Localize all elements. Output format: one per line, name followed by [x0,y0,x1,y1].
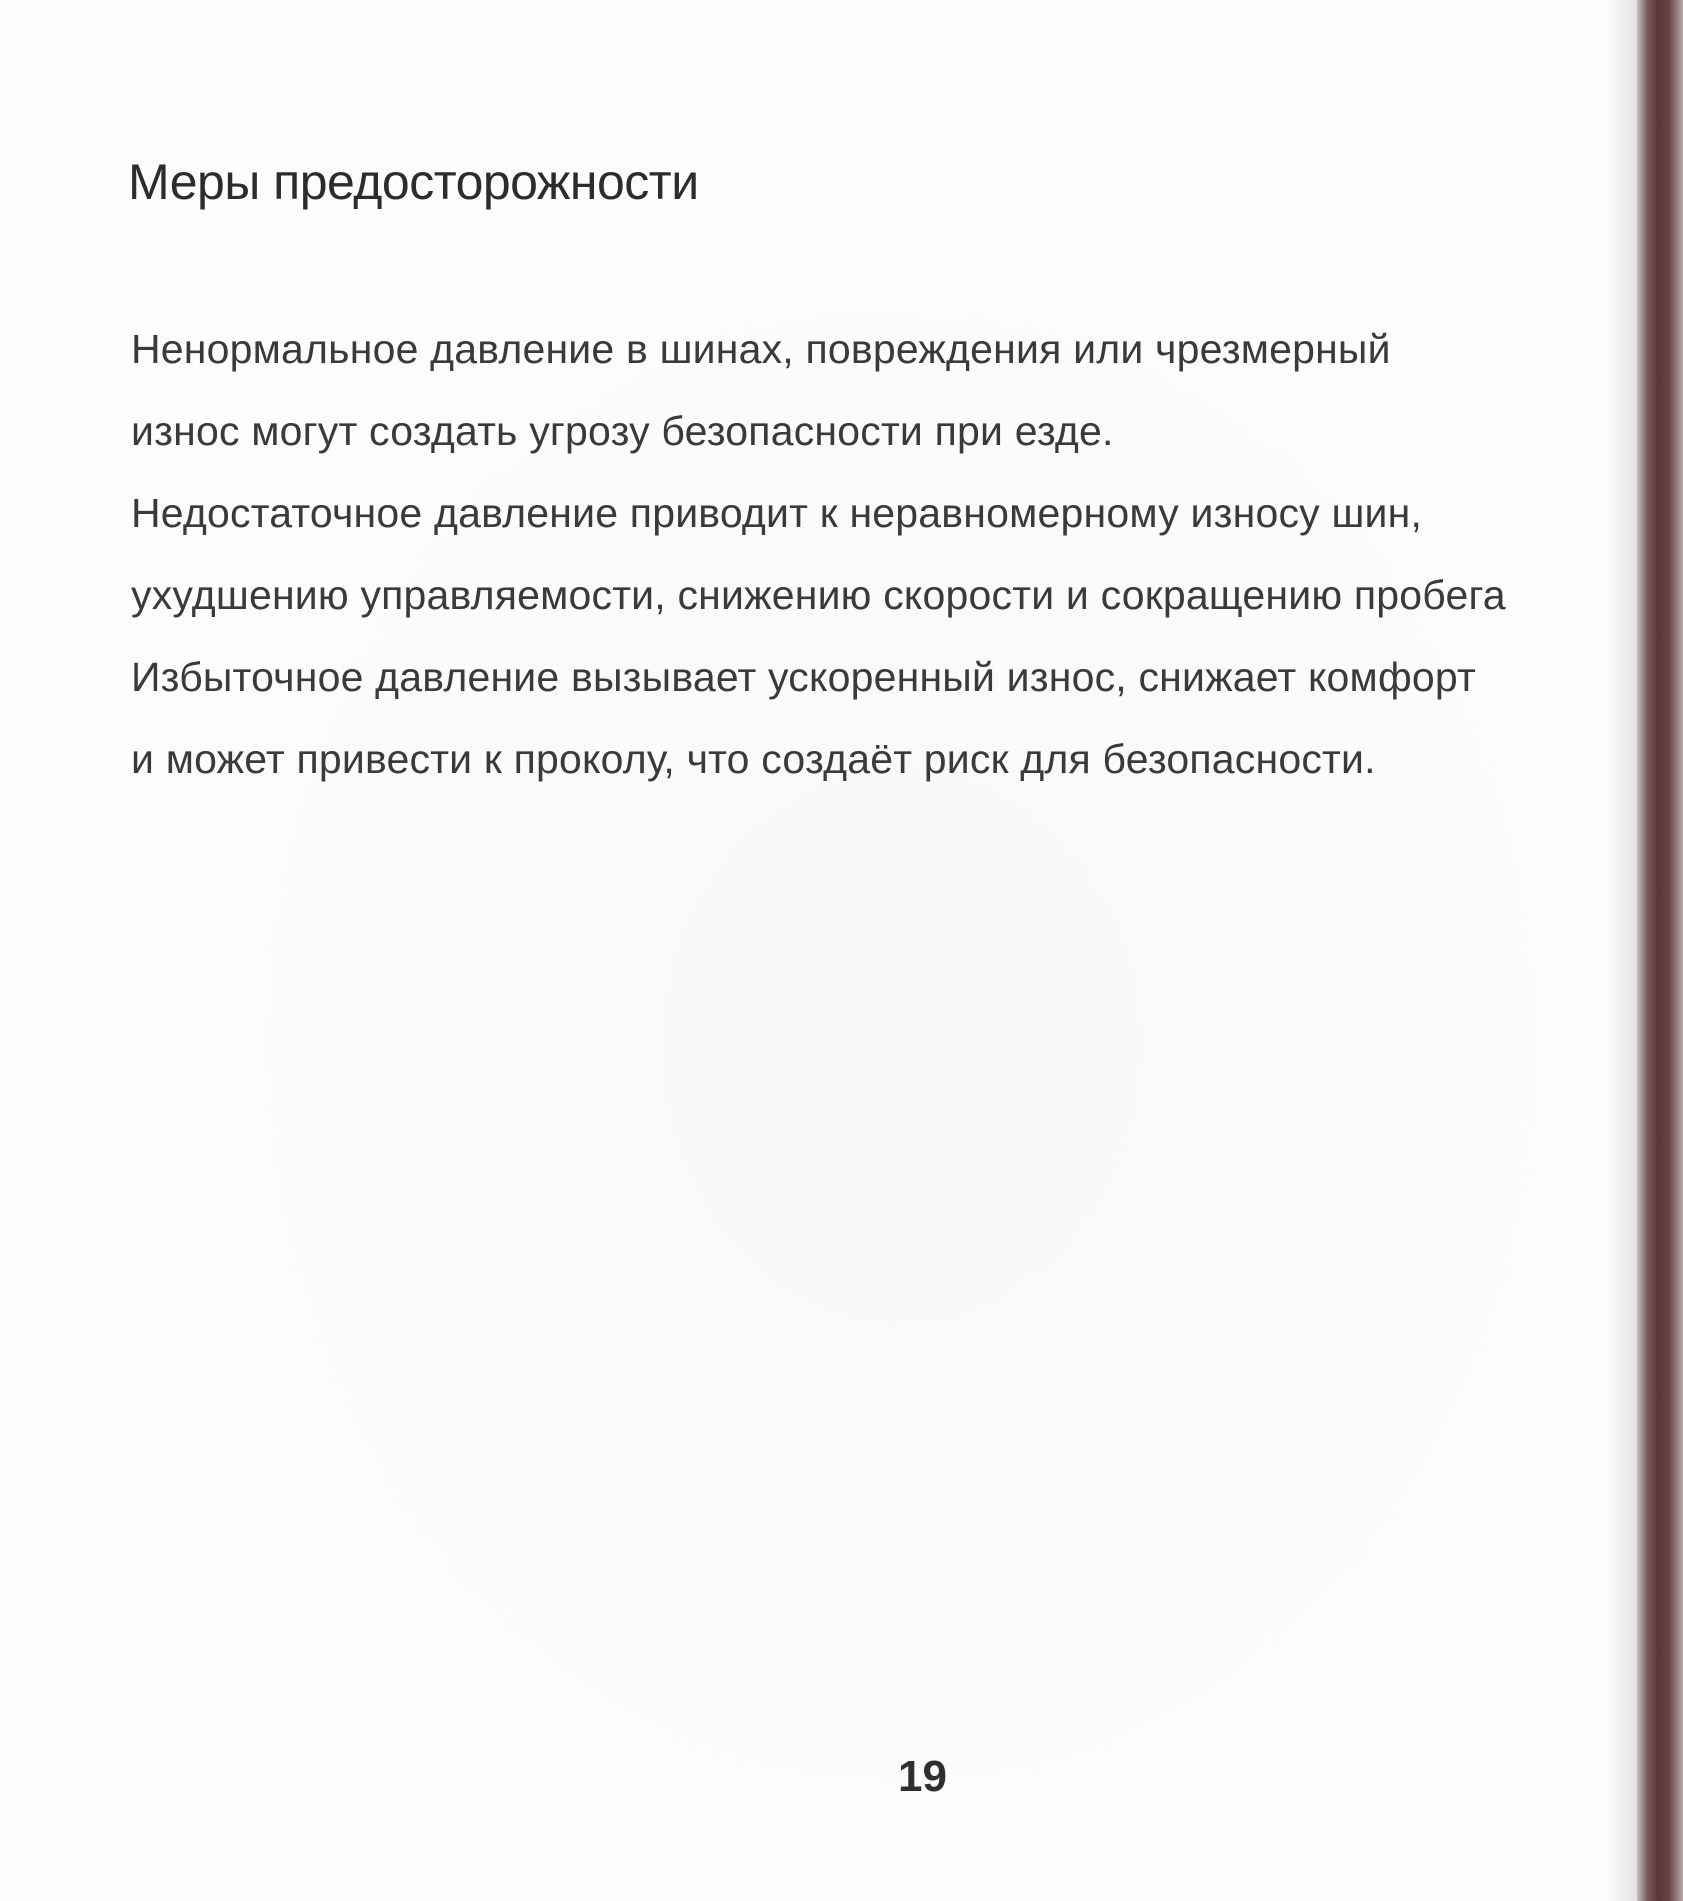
book-cover-edge [1637,0,1683,1901]
body-text [131,308,1683,800]
page-edge-shadow [1607,0,1637,1901]
body-line: и может привести к проколу, что создаёт риск для безопасности. [131,736,1376,782]
body-line: Избыточное давление вызывает ускоренный износ, снижает комфорт [131,654,1476,700]
page-heading: Меры предосторожности [128,154,699,210]
body-line: Недостаточное давление приводит к неравномерному износу шин, [131,490,1423,536]
body-line: износ могут создать угрозу безопасности при езде. [131,408,1114,454]
body-line: ухудшению управляемости, снижению скорости и сокращению пробега [131,572,1506,618]
page-number: 19 [898,1752,947,1801]
body-line: Ненормальное давление в шинах, повреждения или чрезмерный [131,326,1391,372]
